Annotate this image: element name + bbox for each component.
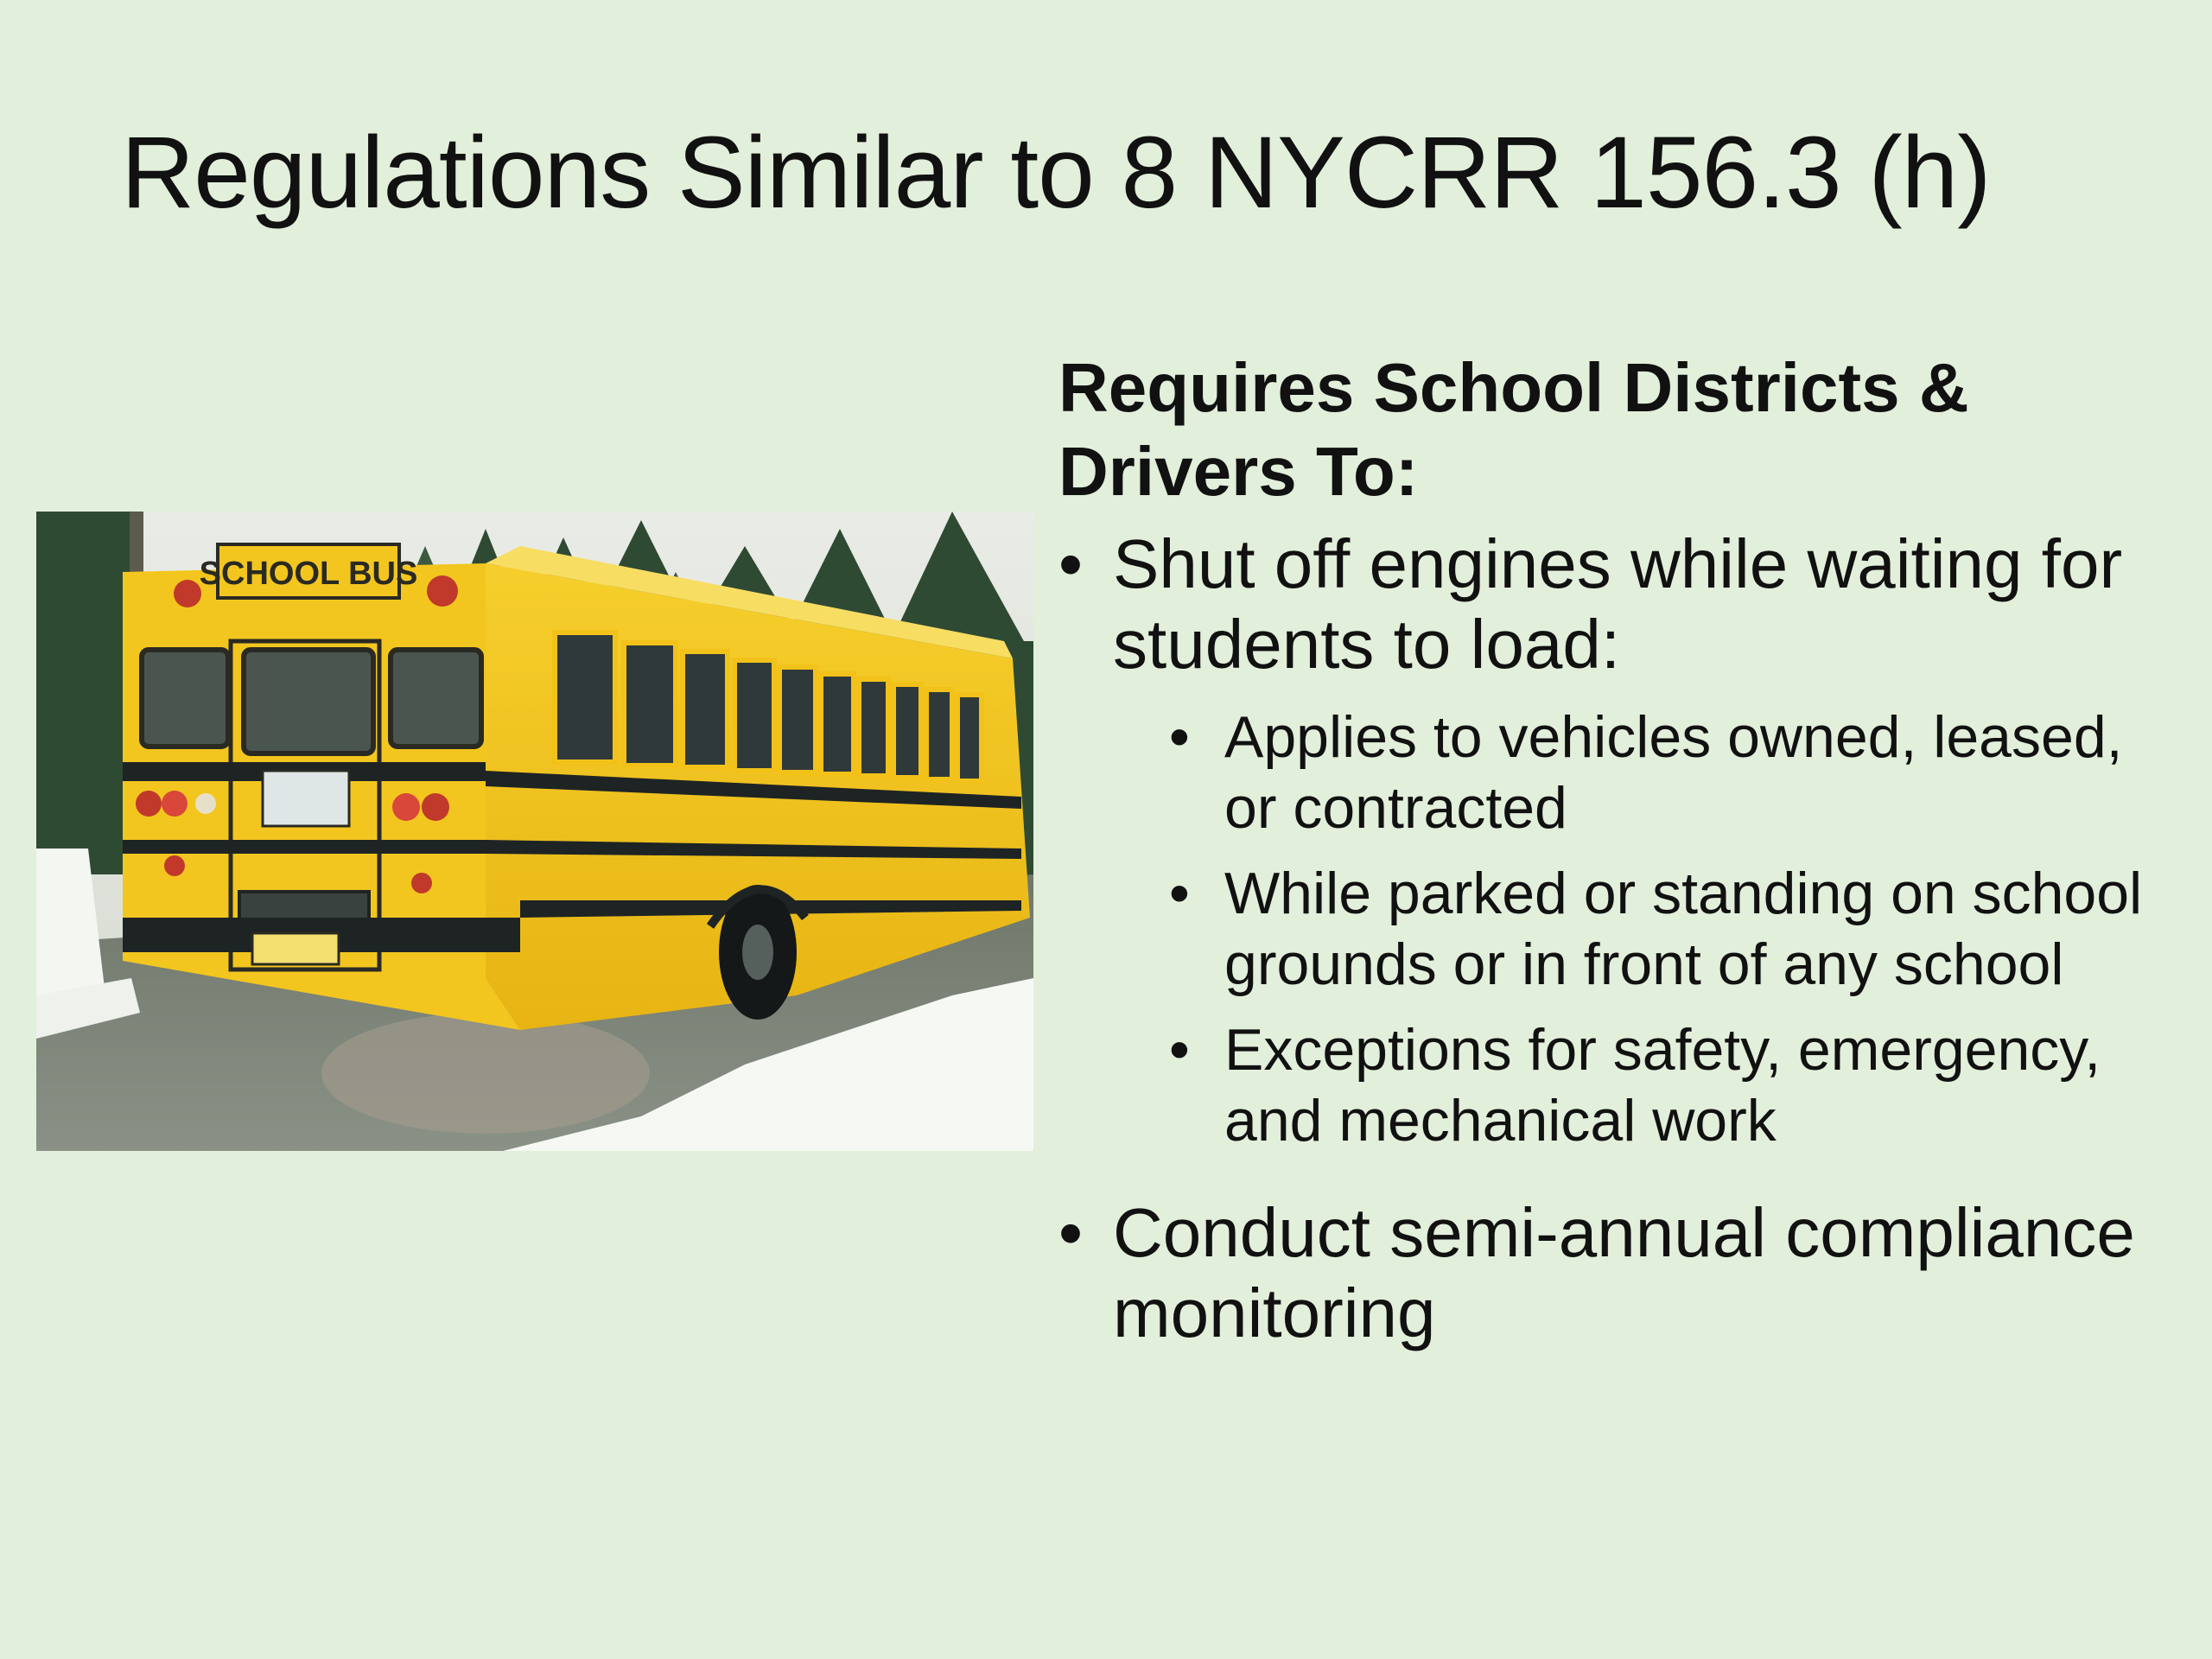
bus-sign-text: SCHOOL BUS (199, 556, 418, 592)
school-bus-photo (36, 512, 1033, 1151)
bullet-icon: • (1169, 704, 1190, 770)
bullet-item (1058, 524, 2182, 1156)
sub-bullet-item (1169, 858, 2182, 1000)
bullet-icon: • (1169, 1017, 1190, 1083)
slide-title: Regulations Similar to 8 NYCRR 156.3 (h) (121, 116, 1991, 230)
sub-bullet-text: Exceptions for safety, emergency, and mechanical work (1224, 1017, 2101, 1154)
bullet-icon: • (1058, 1194, 1084, 1271)
sub-bullet-text: While parked or standing on school grounds or in front of any school (1224, 861, 2143, 997)
bullet-icon: • (1058, 525, 1084, 602)
bullet-list (1058, 524, 2182, 1353)
bullet-item (1058, 1192, 2182, 1353)
sub-bullet-text: Applies to vehicles owned, leased, or contracted (1224, 704, 2123, 841)
sub-bullet-list (1169, 702, 2182, 1156)
sub-bullet-item (1169, 702, 2182, 843)
bullet-icon: • (1169, 861, 1190, 926)
content-area (1058, 346, 2182, 1353)
bullet-text: Shut off engines while waiting for students to load: (1113, 525, 2123, 683)
content-heading: Requires School Districts & Drivers To: (1058, 349, 1969, 510)
bullet-text: Conduct semi-annual compliance monitoring (1113, 1194, 2135, 1351)
sub-bullet-item (1169, 1014, 2182, 1156)
